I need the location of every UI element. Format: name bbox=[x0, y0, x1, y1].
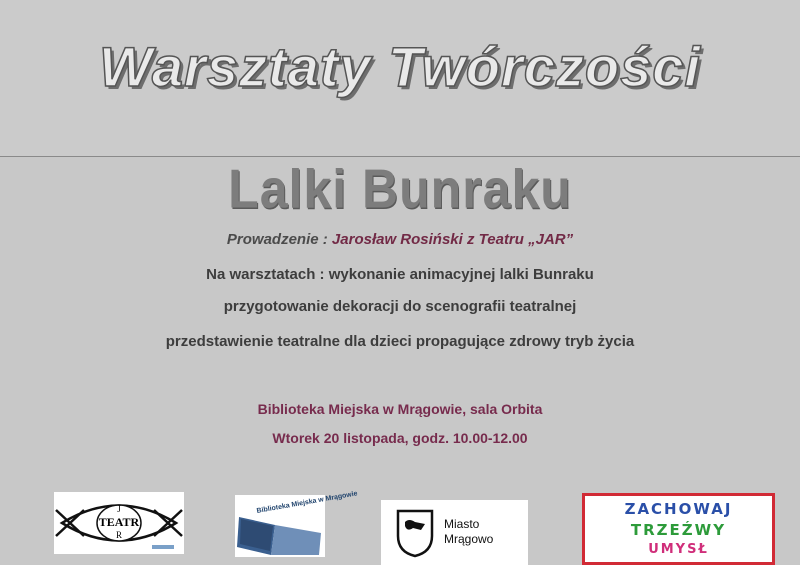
zachowaj-row1: ZACHOWAJ bbox=[624, 500, 733, 518]
lead-name: Jarosław Rosiński z Teatru „JAR” bbox=[331, 231, 574, 248]
zachowaj-trzezwy-umysl-logo bbox=[582, 493, 775, 565]
lead-label: Prowadzenie : bbox=[226, 231, 332, 248]
description-line-2: przygotowanie dekoracji do scenografii teatralnej bbox=[223, 298, 577, 315]
description-line-3: przedstawienie teatralne dla dzieci propagujące zdrowy tryb życia bbox=[165, 333, 635, 350]
teatr-word: TEATR bbox=[98, 515, 140, 529]
workshop-subtitle: Lalki Bunraku bbox=[228, 158, 572, 220]
biblioteka-text: Biblioteka Miejska w Mrągowie bbox=[256, 490, 359, 515]
zachowaj-row2: TRZEŹWY bbox=[630, 521, 727, 539]
coat-of-arms-icon bbox=[395, 508, 435, 558]
miasto-line1: Miasto bbox=[444, 517, 480, 531]
page-title: Warsztaty Twórczości bbox=[99, 35, 701, 98]
header-banner bbox=[0, 0, 800, 157]
event-place: Biblioteka Miejska w Mrągowie, sala Orbita bbox=[257, 401, 543, 417]
zachowaj-row3: UMYSŁ bbox=[648, 542, 709, 557]
description-line-1: Na warsztatach : wykonanie animacyjnej lalki Bunraku bbox=[206, 266, 594, 283]
biblioteka-logo bbox=[235, 490, 359, 557]
teatr-letter-r: R bbox=[115, 530, 123, 540]
event-date: Wtorek 20 listopada, godz. 10.00-12.00 bbox=[272, 430, 528, 446]
miasto-line2: Mrągowo bbox=[444, 532, 494, 546]
teatr-letter-j: J bbox=[117, 504, 121, 514]
miasto-mragowo-logo bbox=[381, 500, 528, 565]
teatr-jar-logo bbox=[54, 492, 184, 554]
lead-line bbox=[0, 231, 800, 248]
